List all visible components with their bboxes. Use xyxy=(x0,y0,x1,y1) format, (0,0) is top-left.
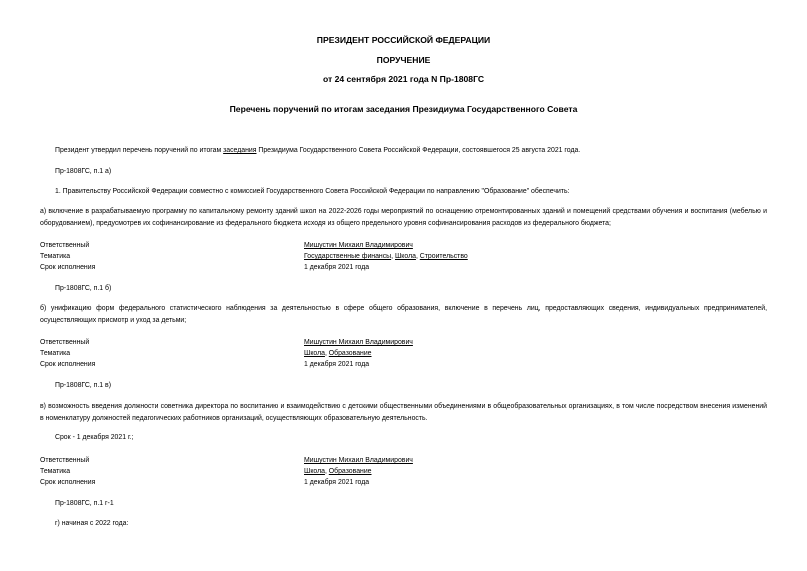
document-type: ПОРУЧЕНИЕ xyxy=(376,55,431,65)
item-ref: Пр-1808ГС, п.1 г-1 xyxy=(55,500,114,507)
issuer-heading: ПРЕЗИДЕНТ РОССИЙСКОЙ ФЕДЕРАЦИИ xyxy=(316,35,491,45)
document-date-number: от 24 сентября 2021 года N Пр-1808ГС xyxy=(322,74,485,84)
deadline-label: Срок исполнения xyxy=(40,264,96,271)
topic-label: Тематика xyxy=(40,253,71,260)
intro-prefix: Президент утвердил перечень поручений по итогам xyxy=(55,147,224,154)
item-text: б) унификацию форм федерального статистического наблюдения за деятельностью в сфере общего образования, включение в перечень лиц, предоставляющих сведения, индивидуальных предпринимателей, осуществляющих присмотр и уход за детьми; xyxy=(40,305,767,324)
item-ref: Пр-1808ГС, п.1 а) xyxy=(55,168,112,175)
item-text: в) возможность введения должности советника директора по воспитанию и взаимодействию с детскими общественными объединениями в общеобразовательных организациях, в том числе посредством внесения изменений в номенклатуру должностей педагогических работников организаций, осуществляющих образовательную деятельность. xyxy=(40,403,767,422)
deadline-label: Срок исполнения xyxy=(40,361,96,368)
topic-link[interactable]: Образование xyxy=(328,350,372,357)
responsible-link[interactable]: Мишустин Михаил Владимирович xyxy=(304,339,413,346)
deadline-value: 1 декабря 2021 года xyxy=(304,361,370,368)
deadline-value: 1 декабря 2021 года xyxy=(304,264,370,271)
topic-link[interactable]: Образование xyxy=(328,468,372,475)
responsible-label: Ответственный xyxy=(40,242,90,249)
item-text: г) начиная с 2022 года: xyxy=(55,520,129,527)
topic-links xyxy=(304,349,372,358)
intro-suffix: Президиума Государственного Совета Российской Федерации, состоявшегося 25 августа 2021 года. xyxy=(256,147,581,154)
section-intro: 1. Правительству Российской Федерации совместно с комиссией Государственного Совета Российской Федерации по направлению "Образование" обеспечить: xyxy=(55,188,570,195)
item-deadline-note: Срок - 1 декабря 2021 г.; xyxy=(55,434,134,441)
document-title: Перечень поручений по итогам заседания Президиума Государственного Совета xyxy=(229,104,578,114)
item-ref: Пр-1808ГС, п.1 в) xyxy=(55,382,111,389)
topic-links xyxy=(304,467,372,476)
topic-link[interactable]: Школа xyxy=(304,468,325,475)
topic-link[interactable]: Государственные финансы xyxy=(304,253,392,260)
deadline-value: 1 декабря 2021 года xyxy=(304,479,370,486)
separator: , xyxy=(324,350,329,357)
topic-links xyxy=(304,252,468,261)
topic-label: Тематика xyxy=(40,350,71,357)
responsible-link[interactable]: Мишустин Михаил Владимирович xyxy=(304,457,413,464)
meeting-link[interactable]: заседания xyxy=(223,147,257,154)
item-ref: Пр-1808ГС, п.1 б) xyxy=(55,285,112,292)
topic-link[interactable]: Школа xyxy=(394,253,416,260)
separator: , xyxy=(324,468,329,475)
topic-link[interactable]: Школа xyxy=(304,350,325,357)
responsible-link[interactable]: Мишустин Михаил Владимирович xyxy=(304,242,413,249)
deadline-label: Срок исполнения xyxy=(40,479,96,486)
topic-link[interactable]: Строительство xyxy=(419,253,468,260)
responsible-label: Ответственный xyxy=(40,457,90,464)
separator: , xyxy=(391,253,395,260)
topic-label: Тематика xyxy=(40,468,71,475)
item-text: а) включение в разрабатываемую программу по капитальному ремонту зданий школ на 2022-2026 годы мероприятий по оснащению отремонтированных зданий и помещений средствами обучения и воспитания (мебелью и оборудованием), предусмотрев их софинансирование из федерального бюджета исходя из общего предельного уровня софинансирования расходов из федерального бюджета; xyxy=(40,208,767,227)
responsible-label: Ответственный xyxy=(40,339,90,346)
separator: , xyxy=(415,253,420,260)
intro-paragraph xyxy=(55,146,580,155)
